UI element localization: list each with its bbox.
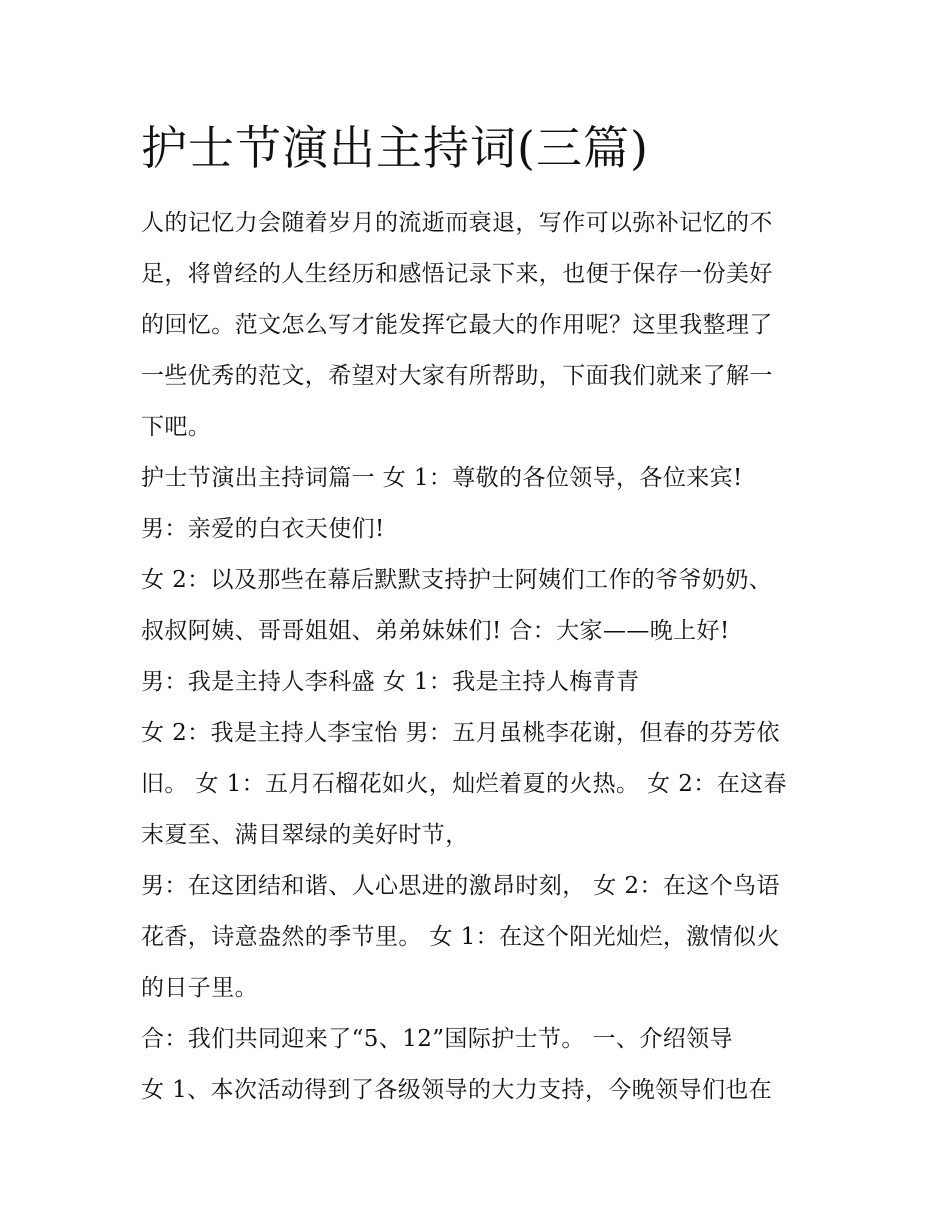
intro-line: 人的记忆力会随着岁月的流逝而衰退，写作可以弥补记忆的不 [141,210,773,236]
script-line: 女 1、本次活动得到了各级领导的大力支持，今晚领导们也在 [141,1077,773,1103]
script-line: 旧。 女 1：五月石榴花如火，灿烂着夏的火热。 女 2：在这春 [141,771,787,797]
document-body [141,198,821,1116]
script-line: 合：我们共同迎来了“5、12”国际护士节。 一、介绍领导 [141,1026,733,1052]
intro-line: 的回忆。范文怎么写才能发挥它最大的作用呢？这里我整理了 [141,312,773,338]
script-line: 女 2：我是主持人李宝怡 男：五月虽桃李花谢，但春的芬芳依 [141,720,780,746]
intro-line: 足，将曾经的人生经历和感悟记录下来，也便于保存一份美好 [141,261,773,287]
script-line: 男：我是主持人李科盛 女 1：我是主持人梅青青 [141,669,640,695]
script-line: 花香，诗意盎然的季节里。 女 1：在这个阳光灿烂，激情似火 [141,924,780,950]
script-line: 叔叔阿姨、哥哥姐姐、弟弟妹妹们! 合：大家——晚上好! [141,618,730,644]
script-line: 护士节演出主持词篇一 女 1：尊敬的各位领导，各位来宾! [141,465,743,491]
script-line: 男：亲爱的白衣天使们! [141,516,385,542]
intro-line: 一些优秀的范文，希望对大家有所帮助，下面我们就来了解一 [141,363,773,389]
script-line: 末夏至、满目翠绿的美好时节， [141,822,469,848]
intro-line: 下吧。 [141,414,212,440]
script-line: 女 2：以及那些在幕后默默支持护士阿姨们工作的爷爷奶奶、 [141,567,773,593]
document-title: 护士节演出主持词(三篇) [141,121,649,175]
script-line: 的日子里。 [141,975,258,1001]
script-line: 男：在这团结和谐、人心思进的激昂时刻， 女 2：在这个鸟语 [141,873,780,899]
